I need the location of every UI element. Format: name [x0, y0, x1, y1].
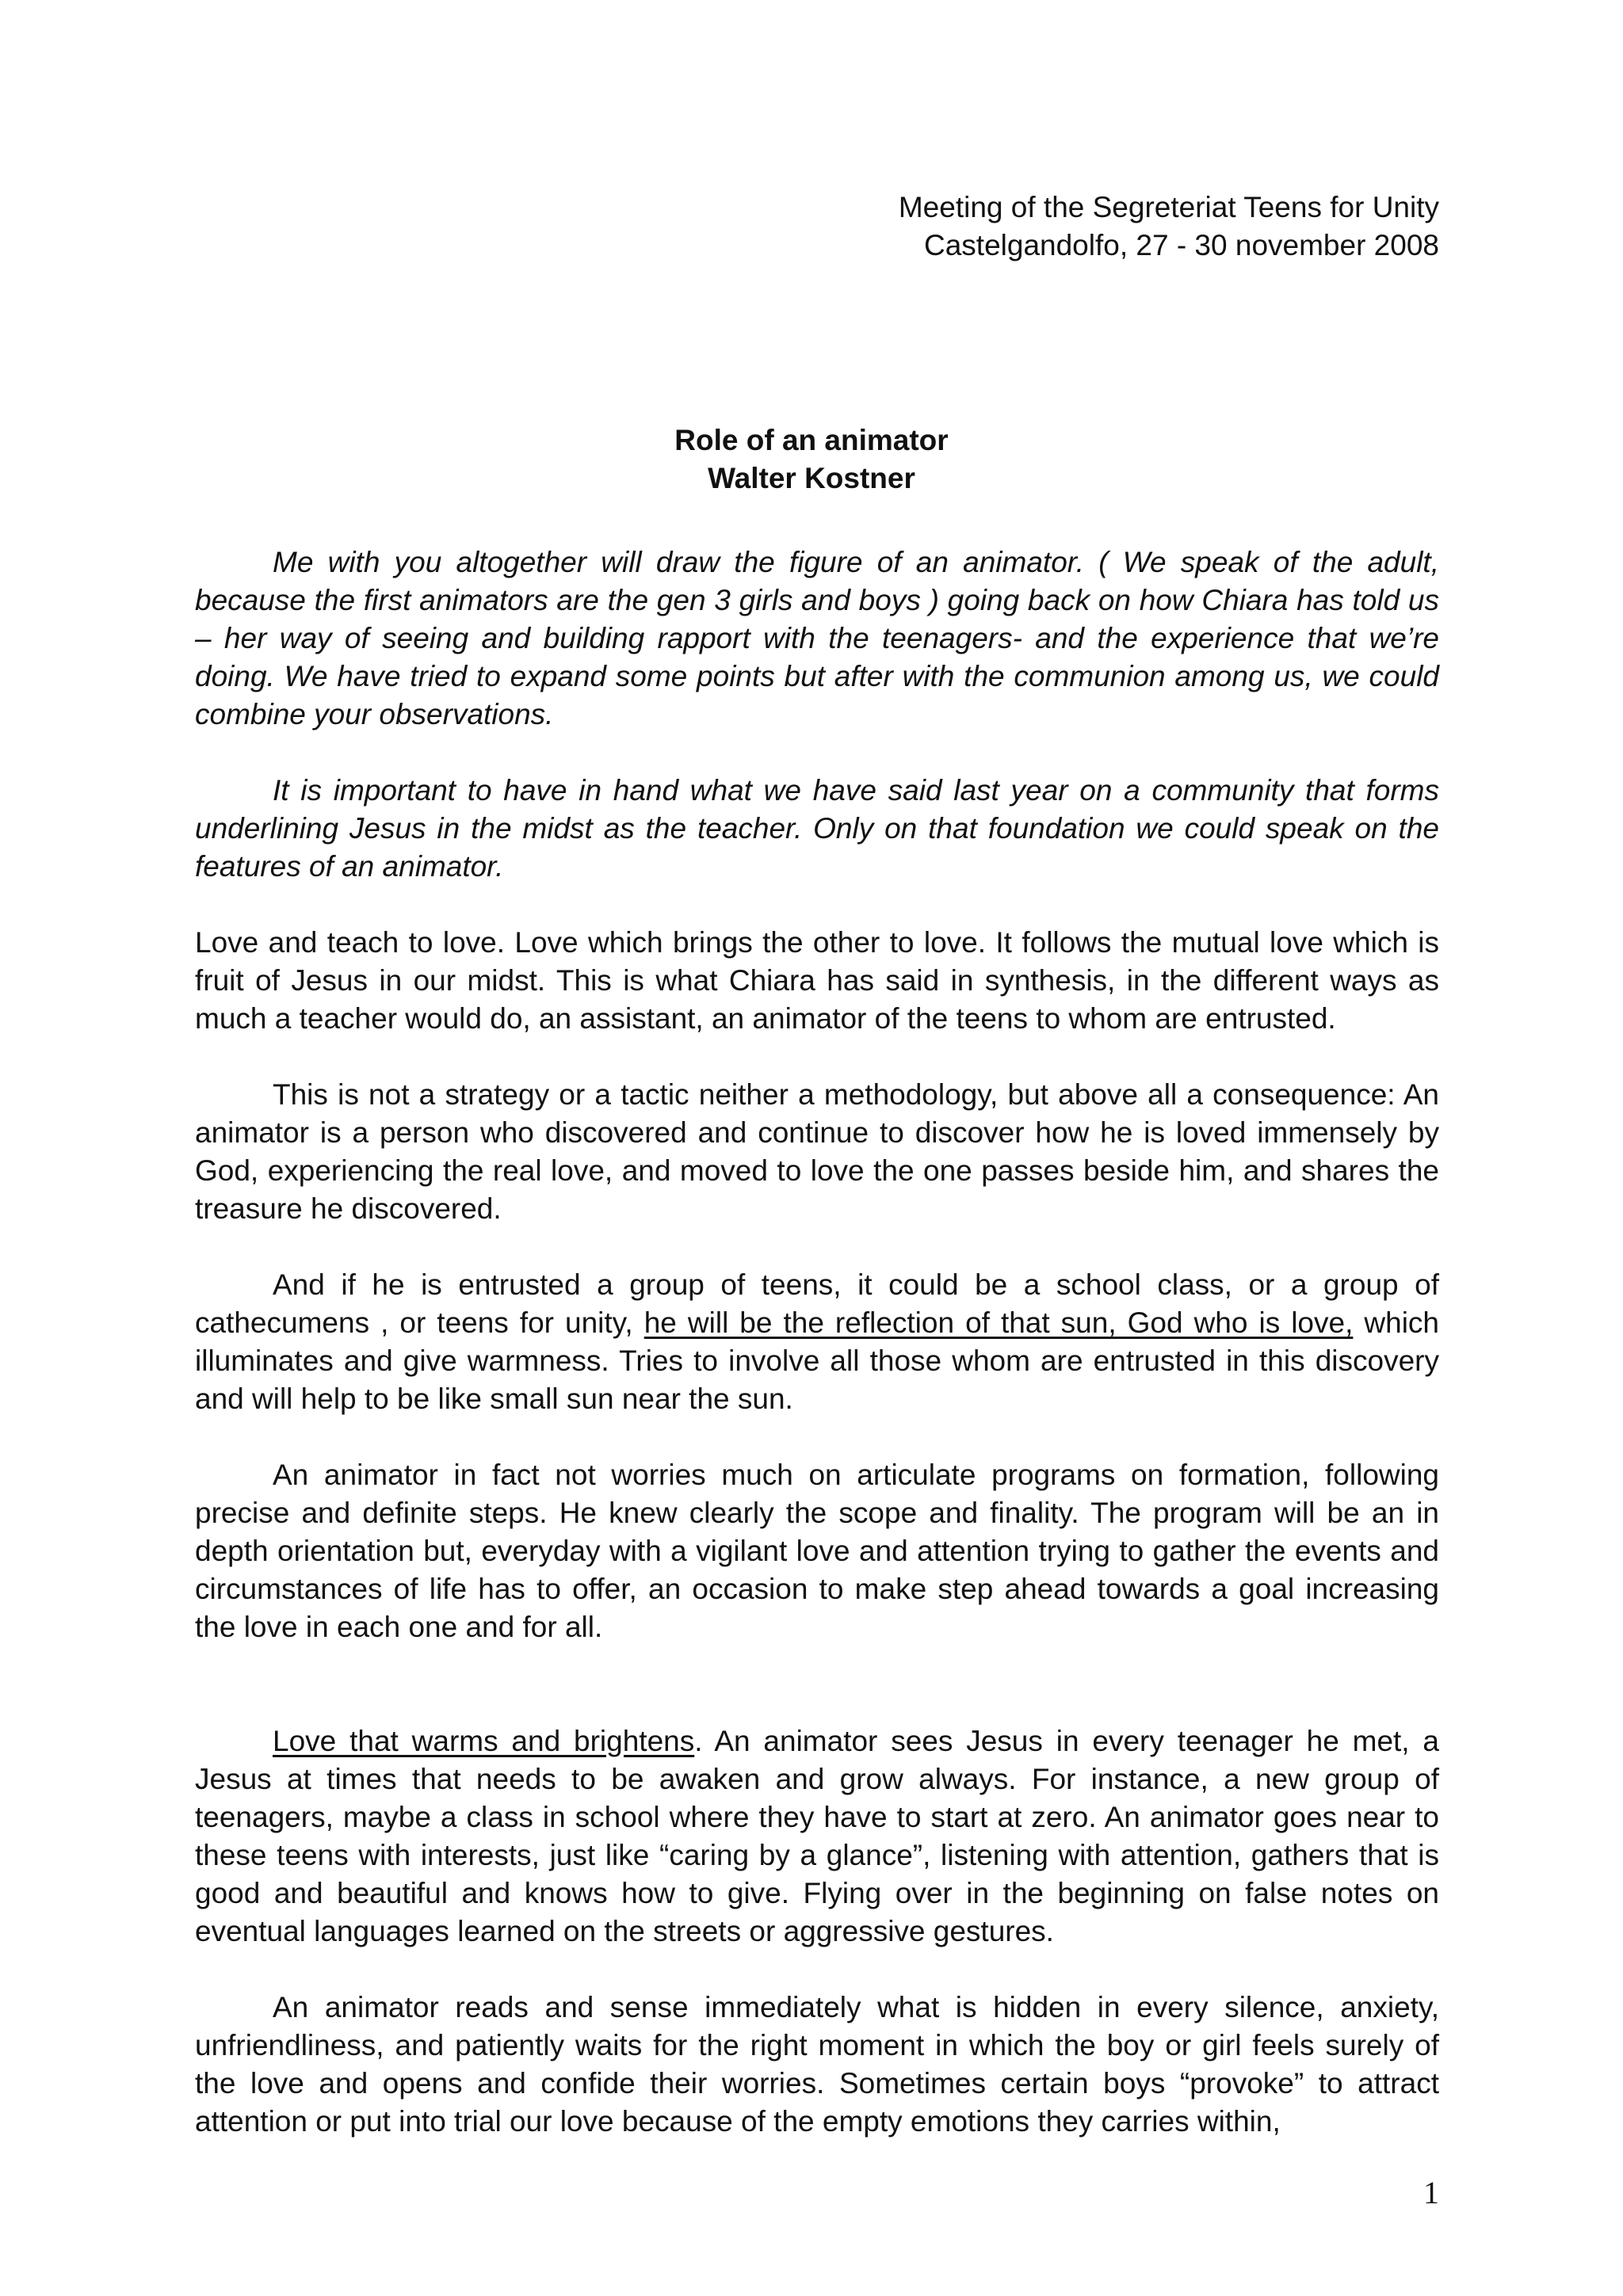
document-author: Walter Kostner — [708, 462, 915, 494]
document-body — [195, 543, 1439, 2179]
page-number: 1 — [1423, 2175, 1439, 2210]
meeting-header — [899, 189, 1439, 265]
section-heading-love-warms: Love that warms and brightens — [273, 1725, 695, 1757]
paragraph-consequence: This is not a strategy or a tactic neither a methodology, but above all a consequence: An animator is a person who discovered and continue to discover how he is loved immensely by God, experiencing the real love, and moved to love the one passes beside him, and shares the treasure he discovered. — [195, 1078, 1439, 1225]
paragraph-warms-brightens — [195, 1722, 1439, 1951]
paragraph-intro: Me with you altogether will draw the figure of an animator. ( We speak of the adult, because the first animators are the gen 3 girls and boys ) going back on how Chiara has told us – her way of seeing and building rapport with the teenagers- and the experience that we’re doing. We have tried to expand some points but after with the communion among us, we could combine your observations. — [195, 546, 1439, 730]
paragraph-foundation: It is important to have in hand what we have said last year on a community that forms underlining Jesus in the midst as the teacher. Only on that foundation we could speak on the features of an animator. — [195, 774, 1439, 883]
meeting-title: Meeting of the Segreteriat Teens for Unity — [898, 191, 1439, 223]
paragraph-programs: An animator in fact not worries much on articulate programs on formation, following precise and definite steps. He knew clearly the scope and finality. The program will be an in depth orientation but, everyday with a vigilant love and attention trying to gather the events and circumstances of life has to offer, an occasion to make step ahead towards a goal increasing the love in each one and for all. — [195, 1459, 1439, 1643]
document-title-block — [0, 421, 1623, 498]
paragraph-love-teach: Love and teach to love. Love which brings the other to love. It follows the mutual love which is fruit of Jesus in our midst. This is what Chiara has said in synthesis, in the different ways as much a teacher would do, an assistant, an animator of the teens to whom are entrusted. — [195, 926, 1439, 1035]
paragraph-warms-brightens-text: . An animator sees Jesus in every teenager he met, a Jesus at times that needs to be awaken and grow always. For instance, a new group of teenagers, maybe a class in school where they have to start at zero. An animator goes near to these teens with interests, just like “caring by a glance”, listening with attention, gathers that is good and beautiful and knows how to give. Flying over in the beginning on false notes on eventual languages learned on the streets or aggressive gestures. — [195, 1725, 1440, 1947]
underlined-phrase-sun: he will be the reflection of that sun, God who is love, — [643, 1306, 1354, 1339]
document-title: Role of an animator — [674, 424, 949, 456]
paragraph-reflection-start: And if he is entrusted a group of teens, it could be a school class, or a group of cathecumens , or teens for unity, — [195, 1268, 1439, 1339]
paragraph-reflection-end: which illuminates and give warmness. Tries to involve all those whom are entrusted in this discovery and will help to be like small sun near the sun. — [195, 1306, 1439, 1415]
meeting-place-date: Castelgandolfo, 27 - 30 november 2008 — [924, 229, 1439, 261]
paragraph-reads-senses: An animator reads and sense immediately what is hidden in every silence, anxiety, unfriendliness, and patiently waits for the right moment in which the boy or girl feels surely of the love and opens and confide their worries. Sometimes certain boys “provoke” to attract attention or put into trial our love because of the empty emotions they carries within, — [195, 1991, 1439, 2138]
paragraph-reflection — [195, 1266, 1439, 1418]
